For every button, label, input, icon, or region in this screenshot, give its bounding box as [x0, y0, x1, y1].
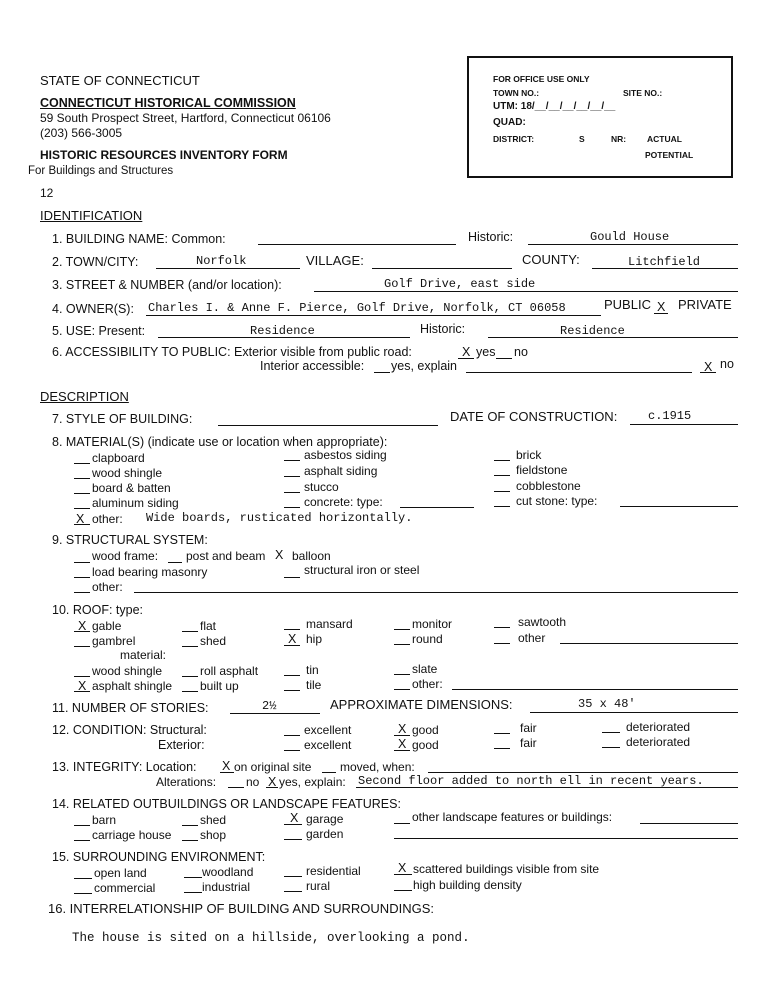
exterior-deteriorated-label: deteriorated	[626, 735, 691, 749]
shop-label: shop	[200, 828, 227, 842]
clapboard-label: clapboard	[92, 451, 145, 465]
barn-label: barn	[92, 813, 117, 827]
historic-name-value: Gould House	[590, 230, 670, 244]
public-check-line	[654, 313, 668, 314]
round-label: round	[412, 632, 443, 646]
commercial-check[interactable]	[74, 893, 92, 894]
other-landscape-label: other landscape features or buildings:	[412, 810, 613, 824]
commission-phone: (203) 566-3005	[40, 126, 123, 140]
interrelationship-label: 16. INTERRELATIONSHIP OF BUILDING AND SURROUNDINGS:	[48, 901, 434, 916]
other-landscape-field-2[interactable]	[394, 838, 738, 839]
brick-label: brick	[516, 448, 542, 462]
garden-label: garden	[306, 827, 344, 841]
alterations-no-label: no	[246, 775, 260, 789]
cut-stone-label: cut stone: type:	[516, 494, 598, 508]
style-field[interactable]	[218, 425, 438, 426]
carriage-house-label: carriage house	[92, 828, 172, 842]
private-label: PRIVATE	[678, 297, 732, 312]
roof-material-label: material:	[120, 648, 167, 662]
gambrel-label: gambrel	[92, 634, 136, 648]
town-field[interactable]	[156, 268, 300, 269]
rural-check[interactable]	[284, 891, 302, 892]
material-other-value: Wide boards, rusticated horizontally.	[146, 511, 413, 525]
historic-name-field[interactable]	[528, 244, 738, 245]
use-historic-label: Historic:	[420, 322, 466, 336]
structural-other-field[interactable]	[134, 592, 738, 593]
other-landscape-check[interactable]	[394, 823, 410, 824]
shed-roof-label: shed	[200, 634, 227, 648]
structural-good-line	[394, 735, 410, 736]
roll-asphalt-label: roll asphalt	[200, 664, 259, 678]
tin-label: tin	[306, 663, 319, 677]
aluminum-label: aluminum siding	[92, 496, 179, 510]
gable-line	[74, 631, 90, 632]
office-district: DISTRICT:	[493, 134, 535, 144]
interior-label: Interior accessible:	[260, 359, 365, 373]
office-site-no: SITE NO.:	[623, 88, 663, 98]
roof-material-other-check[interactable]	[394, 689, 410, 690]
alterations-yes-label: yes, explain:	[279, 775, 346, 789]
structural-good-check[interactable]: X	[398, 722, 407, 736]
gable-check[interactable]: X	[78, 619, 87, 633]
iron-steel-check[interactable]	[284, 577, 300, 578]
exterior-fair-label: fair	[520, 736, 537, 750]
interior-no-label: no	[720, 357, 734, 371]
roof-other-check[interactable]	[494, 643, 510, 644]
barn-check[interactable]	[74, 825, 90, 826]
cut-stone-type-field[interactable]	[620, 506, 738, 507]
gambrel-check[interactable]	[74, 646, 90, 647]
historic-name-label: Historic:	[468, 230, 514, 244]
use-historic-field[interactable]	[488, 337, 738, 338]
roll-asphalt-check[interactable]	[182, 676, 198, 677]
alterations-yes-check[interactable]: X	[268, 775, 277, 789]
office-utm: UTM: 18/__/__/__/__/__/__	[493, 101, 616, 112]
rural-label: rural	[306, 879, 331, 893]
shed-label: shed	[200, 813, 227, 827]
dims-field[interactable]	[530, 712, 738, 713]
load-bearing-check[interactable]	[74, 577, 90, 578]
exterior-excellent-label: excellent	[304, 738, 352, 752]
garden-check[interactable]	[284, 839, 302, 840]
office-quad: QUAD:	[493, 117, 526, 128]
alterations-value: Second floor added to north ell in recent years.	[358, 774, 704, 788]
aluminum-check[interactable]	[74, 508, 90, 509]
garage-line	[284, 824, 302, 825]
scattered-label: scattered buildings visible from site	[413, 862, 600, 876]
shop-check[interactable]	[182, 840, 198, 841]
building-name-label: 1. BUILDING NAME: Common:	[52, 232, 226, 246]
post-beam-check[interactable]	[168, 562, 182, 563]
state-name: STATE OF CONNECTICUT	[40, 73, 200, 88]
stucco-label: stucco	[304, 480, 339, 494]
industrial-label: industrial	[202, 880, 251, 894]
carriage-house-check[interactable]	[74, 840, 90, 841]
balloon-check[interactable]: X	[275, 548, 284, 562]
cobblestone-check[interactable]	[494, 491, 510, 492]
alterations-no-check[interactable]	[228, 787, 244, 788]
asphalt-siding-label: asphalt siding	[304, 464, 378, 478]
roof-wood-shingle-label: wood shingle	[92, 664, 163, 678]
other-landscape-field[interactable]	[640, 823, 738, 824]
office-town-no: TOWN NO.:	[493, 88, 540, 98]
garage-label: garage	[306, 812, 344, 826]
use-historic-value: Residence	[560, 324, 625, 338]
asbestos-label: asbestos siding	[304, 448, 387, 462]
structural-label: 9. STRUCTURAL SYSTEM:	[52, 533, 208, 547]
commission-name: CONNECTICUT HISTORICAL COMMISSION	[40, 96, 296, 110]
stories-label: 11. NUMBER OF STORIES:	[52, 701, 209, 715]
residential-check[interactable]	[284, 876, 302, 877]
iron-steel-label: structural iron or steel	[304, 563, 420, 577]
wood-frame-label: wood frame:	[92, 549, 159, 563]
exterior-good-check[interactable]: X	[398, 737, 407, 751]
access-no-line[interactable]	[496, 358, 512, 359]
exterior-label: Exterior:	[158, 738, 205, 752]
roof-material-other-label: other:	[412, 677, 443, 691]
interrelationship-value: The house is sited on a hillside, overlooking a pond.	[72, 931, 470, 945]
county-value: Litchfield	[628, 255, 701, 269]
gable-label: gable	[92, 619, 122, 633]
structural-deteriorated-check[interactable]	[602, 732, 620, 733]
sawtooth-check[interactable]	[494, 627, 510, 628]
county-field[interactable]	[592, 268, 738, 269]
structural-deteriorated-label: deteriorated	[626, 720, 691, 734]
hip-line	[284, 645, 300, 646]
original-site-line	[220, 772, 234, 773]
asphalt-shingle-check[interactable]: X	[78, 679, 87, 693]
building-common-field[interactable]	[258, 244, 456, 245]
mansard-check[interactable]	[284, 629, 300, 630]
public-label: PUBLIC	[604, 297, 651, 312]
street-value: Golf Drive, east side	[384, 277, 536, 291]
board-batten-check[interactable]	[74, 493, 90, 494]
wood-shingle-check[interactable]	[74, 478, 90, 479]
cobblestone-label: cobblestone	[516, 479, 581, 493]
sawtooth-label: sawtooth	[518, 615, 567, 629]
cut-stone-check[interactable]	[494, 506, 510, 507]
structural-good-label: good	[412, 723, 439, 737]
monitor-label: monitor	[412, 617, 453, 631]
tile-label: tile	[306, 678, 322, 692]
round-check[interactable]	[394, 644, 410, 645]
access-yes-label: yes	[476, 345, 496, 359]
interior-explain-field[interactable]	[466, 372, 692, 373]
condition-label: 12. CONDITION: Structural:	[52, 723, 207, 737]
material-other-label: other:	[92, 512, 123, 526]
material-other-check[interactable]: X	[76, 512, 85, 526]
exterior-deteriorated-check[interactable]	[602, 747, 620, 748]
identification-heading: IDENTIFICATION	[40, 208, 143, 223]
flat-check[interactable]	[182, 631, 198, 632]
roof-material-other-field[interactable]	[452, 689, 738, 690]
garage-check[interactable]: X	[290, 811, 299, 825]
shed-check[interactable]	[182, 825, 198, 826]
flat-label: flat	[200, 619, 217, 633]
interior-no-line	[700, 372, 716, 373]
outbuildings-label: 14. RELATED OUTBUILDINGS OR LANDSCAPE FEATURES:	[52, 797, 401, 811]
woodland-check[interactable]	[184, 877, 202, 878]
public-check[interactable]: X	[657, 300, 666, 314]
moved-when-field[interactable]	[428, 772, 738, 773]
dims-label: APPROXIMATE DIMENSIONS:	[330, 697, 513, 712]
structural-excellent-check[interactable]	[284, 735, 300, 736]
roof-label: 10. ROOF: type:	[52, 603, 144, 617]
dims-value: 35 x 48'	[578, 697, 636, 711]
original-site-label: on original site	[234, 760, 312, 774]
open-land-label: open land	[94, 866, 147, 880]
date-label: DATE OF CONSTRUCTION:	[450, 409, 618, 424]
wood-frame-check[interactable]	[74, 562, 90, 563]
exterior-good-label: good	[412, 738, 439, 752]
street-field[interactable]	[314, 291, 738, 292]
asbestos-check[interactable]	[284, 460, 300, 461]
interior-yes-line[interactable]	[374, 372, 390, 373]
town-label: 2. TOWN/CITY:	[52, 255, 139, 269]
interior-no-check[interactable]: X	[704, 360, 713, 374]
asphalt-siding-check[interactable]	[284, 476, 300, 477]
original-site-check[interactable]: X	[222, 759, 231, 773]
form-title: HISTORIC RESOURCES INVENTORY FORM	[40, 148, 288, 162]
fieldstone-check[interactable]	[494, 475, 510, 476]
structural-excellent-label: excellent	[304, 723, 352, 737]
access-no-label: no	[514, 345, 528, 359]
board-batten-label: board & batten	[92, 481, 171, 495]
stucco-check[interactable]	[284, 492, 300, 493]
use-field[interactable]	[158, 337, 410, 338]
office-nr: NR:	[611, 134, 627, 144]
owner-field[interactable]	[146, 315, 601, 316]
brick-check[interactable]	[494, 460, 510, 461]
commission-address: 59 South Prospect Street, Hartford, Connecticut 06106	[40, 111, 331, 125]
tile-check[interactable]	[284, 690, 300, 691]
roof-other-label: other	[518, 631, 546, 645]
slate-check[interactable]	[394, 674, 410, 675]
exterior-good-line	[394, 750, 410, 751]
office-title: FOR OFFICE USE ONLY	[493, 74, 590, 84]
office-s: S	[579, 134, 585, 144]
structural-other-label: other:	[92, 580, 123, 594]
access-yes-check[interactable]: X	[462, 345, 471, 359]
access-yes-line	[458, 358, 474, 359]
structural-fair-check[interactable]	[494, 733, 510, 734]
access-label: 6. ACCESSIBILITY TO PUBLIC: Exterior visible from public road:	[52, 345, 412, 359]
alterations-field[interactable]	[356, 787, 738, 788]
slate-label: slate	[412, 662, 438, 676]
stories-field[interactable]	[230, 713, 320, 714]
exterior-excellent-check[interactable]	[284, 750, 300, 751]
concrete-label: concrete: type:	[304, 495, 383, 509]
village-field[interactable]	[372, 268, 512, 269]
use-label: 5. USE: Present:	[52, 324, 146, 338]
monitor-check[interactable]	[394, 629, 410, 630]
scattered-line	[394, 874, 412, 875]
village-label: VILLAGE:	[306, 253, 364, 268]
roof-wood-shingle-check[interactable]	[74, 676, 90, 677]
office-use-box	[467, 56, 733, 178]
balloon-label: balloon	[292, 549, 331, 563]
post-beam-label: post and beam	[186, 549, 266, 563]
office-potential: POTENTIAL	[645, 150, 694, 160]
structural-other-check[interactable]	[74, 592, 90, 593]
high-density-label: high building density	[413, 878, 522, 892]
office-actual: ACTUAL	[647, 134, 682, 144]
built-up-check[interactable]	[182, 691, 198, 692]
concrete-type-field[interactable]	[400, 507, 474, 508]
built-up-label: built up	[200, 679, 239, 693]
hip-label: hip	[306, 632, 323, 646]
hip-check[interactable]: X	[288, 632, 297, 646]
style-label: 7. STYLE OF BUILDING:	[52, 412, 193, 426]
mansard-label: mansard	[306, 617, 353, 631]
alterations-label: Alterations:	[156, 775, 217, 789]
high-density-check[interactable]	[394, 890, 412, 891]
open-land-check[interactable]	[74, 878, 92, 879]
commercial-label: commercial	[94, 881, 156, 895]
roof-other-field[interactable]	[560, 643, 738, 644]
owner-label: 4. OWNER(S):	[52, 302, 134, 316]
town-value: Norfolk	[196, 254, 247, 268]
form-subtitle: For Buildings and Structures	[28, 165, 174, 177]
moved-check[interactable]	[322, 772, 336, 773]
shed-roof-check[interactable]	[182, 646, 198, 647]
material-other-line	[74, 524, 90, 525]
integrity-label: 13. INTEGRITY: Location:	[52, 760, 197, 774]
structural-fair-label: fair	[520, 721, 537, 735]
scattered-check[interactable]: X	[398, 861, 407, 875]
street-label: 3. STREET & NUMBER (and/or location):	[52, 278, 282, 292]
industrial-check[interactable]	[184, 892, 202, 893]
tin-check[interactable]	[284, 675, 300, 676]
page-number: 12	[40, 186, 54, 200]
materials-label: 8. MATERIAL(S) (indicate use or location when appropriate):	[52, 435, 388, 449]
date-value: c.1915	[648, 409, 692, 423]
owner-value: Charles I. & Anne F. Pierce, Golf Drive, Norfolk, CT 06058	[148, 301, 566, 315]
description-heading: DESCRIPTION	[40, 389, 129, 404]
woodland-label: woodland	[202, 865, 254, 879]
county-label: COUNTY:	[522, 252, 580, 267]
stories-value: 2½	[262, 699, 277, 713]
fieldstone-label: fieldstone	[516, 463, 568, 477]
concrete-check[interactable]	[284, 507, 300, 508]
exterior-fair-check[interactable]	[494, 748, 510, 749]
clapboard-check[interactable]	[74, 463, 90, 464]
load-bearing-label: load bearing masonry	[92, 565, 208, 579]
date-field[interactable]	[630, 424, 738, 425]
asphalt-shingle-label: asphalt shingle	[92, 679, 173, 693]
alterations-yes-line	[266, 787, 278, 788]
moved-label: moved, when:	[340, 760, 415, 774]
wood-shingle-label: wood shingle	[92, 466, 163, 480]
use-value: Residence	[250, 324, 315, 338]
environment-label: 15. SURROUNDING ENVIRONMENT:	[52, 850, 266, 864]
asphalt-shingle-line	[74, 691, 90, 692]
interior-yes-label: yes, explain	[391, 359, 458, 373]
residential-label: residential	[306, 864, 361, 878]
